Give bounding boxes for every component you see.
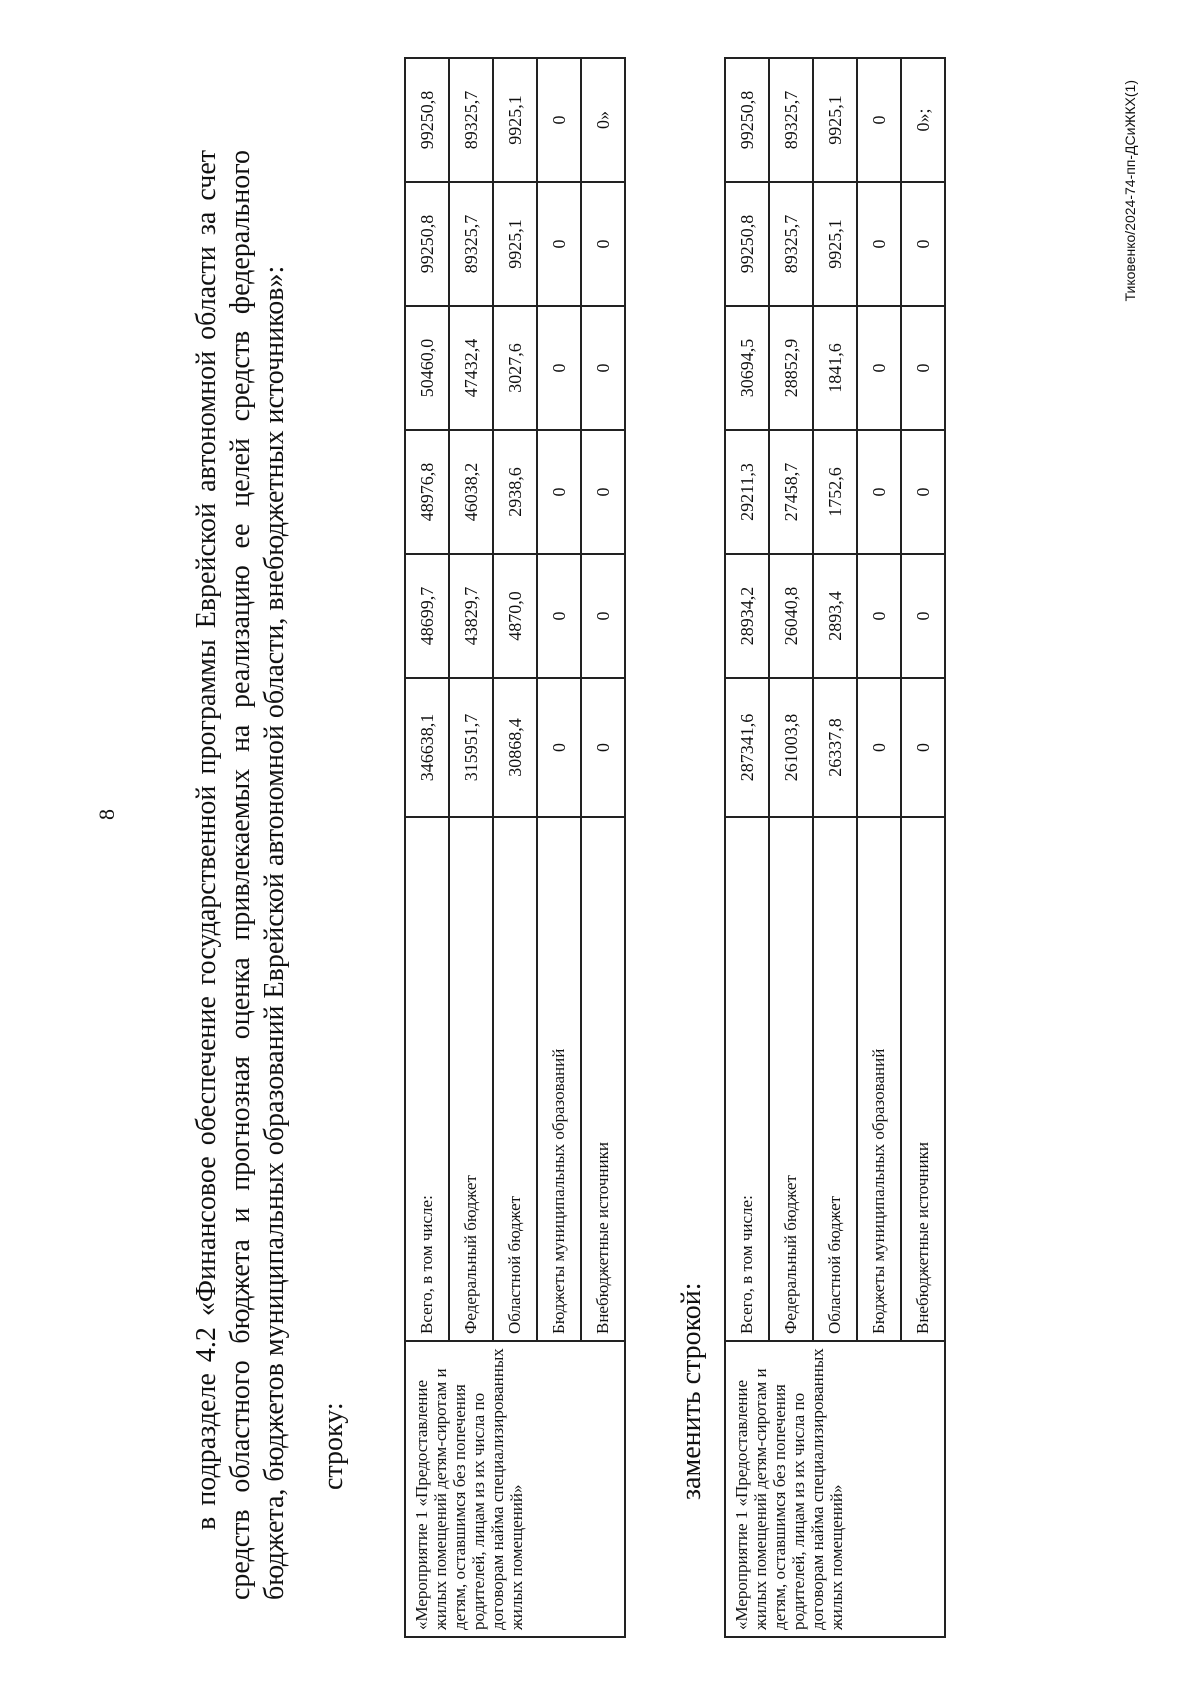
new-financing-table: [724, 57, 946, 1638]
rotated-document-page: [60, 50, 1140, 1640]
amount-cell: 315951,7: [449, 678, 493, 817]
amount-cell: 28852,9: [769, 306, 813, 430]
amount-cell: 1841,6: [813, 306, 857, 430]
amount-cell: 9925,1: [493, 58, 537, 182]
amount-cell: 0: [537, 182, 581, 306]
amount-cell: 0»;: [901, 58, 945, 182]
amount-cell: 46038,2: [449, 430, 493, 554]
amount-cell: 9925,1: [813, 182, 857, 306]
amount-cell: 89325,7: [769, 182, 813, 306]
funding-source-cell: Бюджеты муниципальных образований: [857, 817, 901, 1341]
amount-cell: 99250,8: [405, 58, 449, 182]
amount-cell: 0: [857, 678, 901, 817]
funding-source-cell: Федеральный бюджет: [449, 817, 493, 1341]
amendment-text: в подразделе 4.2 «Финансовое обеспечение государственной программы Еврейской автономной области за счет средств областного бюджета и прогнозная оценка привлекаемых на реализацию ее целей средств федерального бюджета, бюджетов муниципальных образований Еврейской автономной области, внебюджетных источников»:: [191, 150, 290, 1600]
amount-cell: 0: [581, 182, 625, 306]
amount-cell: 0: [537, 58, 581, 182]
funding-source-cell: Внебюджетные источники: [581, 817, 625, 1341]
funding-source-cell: Всего, в том числе:: [725, 817, 769, 1341]
amount-cell: 0: [537, 306, 581, 430]
table-row: [405, 58, 449, 1637]
amount-cell: 9925,1: [813, 58, 857, 182]
amount-cell: 48976,8: [405, 430, 449, 554]
amount-cell: 9925,1: [493, 182, 537, 306]
amount-cell: 27458,7: [769, 430, 813, 554]
amount-cell: 99250,8: [725, 182, 769, 306]
amount-cell: 26337,8: [813, 678, 857, 817]
amount-cell: 0: [857, 182, 901, 306]
amount-cell: 26040,8: [769, 554, 813, 678]
amount-cell: 99250,8: [725, 58, 769, 182]
document-reference-footer: Тиковенко/2024-74-пп-ДСиЖКХ(1): [1122, 80, 1138, 302]
amount-cell: 0: [857, 58, 901, 182]
amount-cell: 29211,3: [725, 430, 769, 554]
amount-cell: 43829,7: [449, 554, 493, 678]
amount-cell: 0: [537, 430, 581, 554]
amount-cell: 48699,7: [405, 554, 449, 678]
amount-cell: 89325,7: [449, 58, 493, 182]
amount-cell: 3027,6: [493, 306, 537, 430]
amount-cell: 261003,8: [769, 678, 813, 817]
amount-cell: 4870,0: [493, 554, 537, 678]
table-row: [725, 58, 769, 1637]
amount-cell: 0: [857, 554, 901, 678]
amount-cell: 0: [581, 554, 625, 678]
label-replace-row: заменить строкой:: [676, 1282, 707, 1500]
funding-source-cell: Внебюджетные источники: [901, 817, 945, 1341]
funding-source-cell: Бюджеты муниципальных образований: [537, 817, 581, 1341]
funding-source-cell: Областной бюджет: [813, 817, 857, 1341]
amount-cell: 0: [901, 554, 945, 678]
amount-cell: 30868,4: [493, 678, 537, 817]
page-number: 8: [94, 809, 119, 820]
amount-cell: 47432,4: [449, 306, 493, 430]
amount-cell: 89325,7: [769, 58, 813, 182]
amount-cell: 0: [901, 182, 945, 306]
amount-cell: 99250,8: [405, 182, 449, 306]
amount-cell: 0: [901, 306, 945, 430]
label-old-row: строку:: [318, 1402, 349, 1490]
amount-cell: 0: [581, 306, 625, 430]
measure-description-cell: «Мероприятие 1 «Предоставление жилых помещений детям-сиротам и детям, оставшимся без попечения родителей, лицам из их числа по договорам найма специализированных жилых помещений»: [725, 1341, 945, 1637]
amount-cell: 0»: [581, 58, 625, 182]
funding-source-cell: Областной бюджет: [493, 817, 537, 1341]
funding-source-cell: Федеральный бюджет: [769, 817, 813, 1341]
amendment-paragraph: [190, 150, 292, 1600]
measure-description-cell: «Мероприятие 1 «Предоставление жилых помещений детям-сиротам и детям, оставшимся без попечения родителей, лицам из их числа по договорам найма специализированных жилых помещений»: [405, 1341, 625, 1637]
amount-cell: 2893,4: [813, 554, 857, 678]
amount-cell: 89325,7: [449, 182, 493, 306]
amount-cell: 28934,2: [725, 554, 769, 678]
amount-cell: 0: [581, 678, 625, 817]
amount-cell: 0: [537, 678, 581, 817]
amount-cell: 0: [857, 306, 901, 430]
amount-cell: 346638,1: [405, 678, 449, 817]
amount-cell: 30694,5: [725, 306, 769, 430]
amount-cell: 0: [901, 430, 945, 554]
amount-cell: 50460,0: [405, 306, 449, 430]
amount-cell: 287341,6: [725, 678, 769, 817]
amount-cell: 1752,6: [813, 430, 857, 554]
amount-cell: 0: [857, 430, 901, 554]
amount-cell: 0: [537, 554, 581, 678]
funding-source-cell: Всего, в том числе:: [405, 817, 449, 1341]
old-financing-table: [404, 57, 626, 1638]
amount-cell: 0: [901, 678, 945, 817]
amount-cell: 2938,6: [493, 430, 537, 554]
amount-cell: 0: [581, 430, 625, 554]
